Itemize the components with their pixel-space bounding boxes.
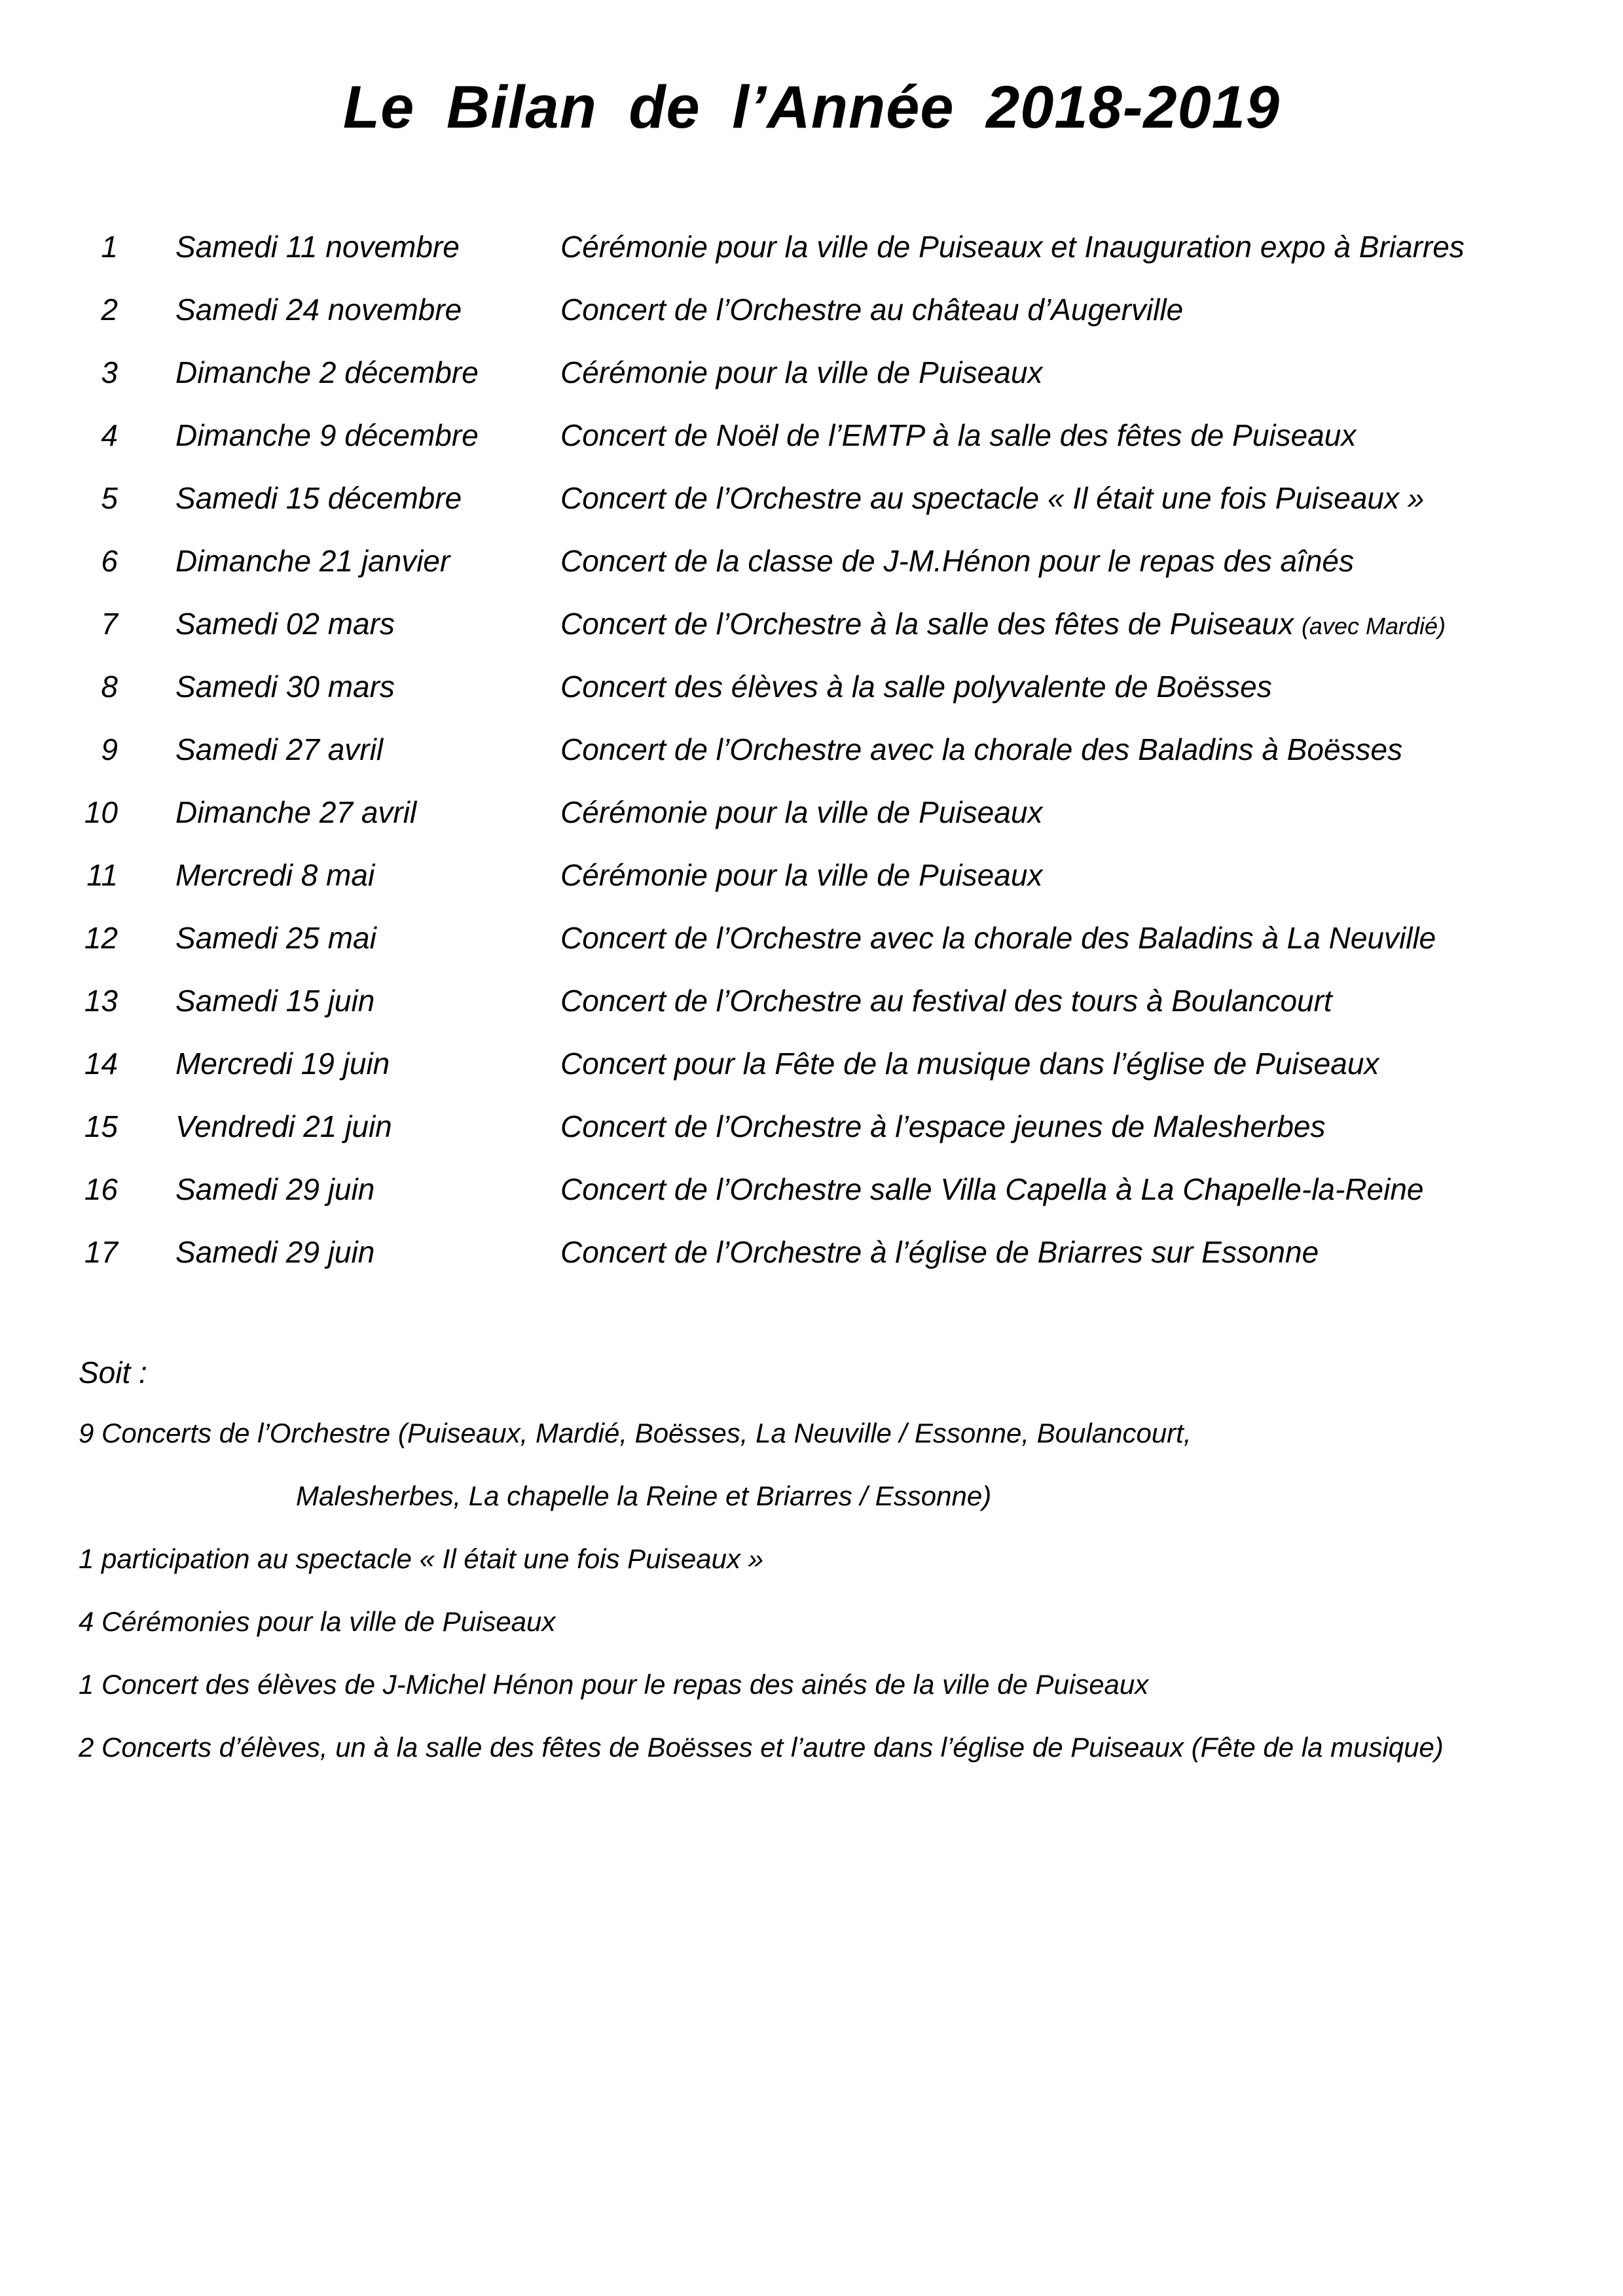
event-description-text: Concert des élèves à la salle polyvalente de Boësses	[560, 670, 1272, 704]
event-row	[0, 669, 1623, 732]
event-date: Dimanche 9 décembre	[175, 418, 479, 452]
event-number: 9	[101, 732, 118, 766]
event-date: Samedi 24 novembre	[175, 293, 462, 327]
summary-line: 2 Concerts d’élèves, un à la salle des fêtes de Boësses et l’autre dans l’église de Puiseaux (Fête de la musique)	[79, 1732, 1444, 1763]
event-description-text: Cérémonie pour la ville de Puiseaux	[560, 795, 1043, 829]
event-description	[560, 606, 1446, 641]
event-number: 11	[86, 858, 118, 892]
event-number: 13	[84, 984, 118, 1018]
event-number: 15	[84, 1109, 118, 1143]
event-description-text: Concert de l’Orchestre au château d’Augerville	[560, 293, 1184, 327]
event-description	[560, 292, 1183, 327]
summary-line: 4 Cérémonies pour la ville de Puiseaux	[79, 1606, 556, 1637]
event-date: Samedi 30 mars	[175, 670, 395, 704]
event-description-text: Cérémonie pour la ville de Puiseaux	[560, 355, 1043, 389]
event-row	[0, 1172, 1623, 1234]
event-row	[0, 1234, 1623, 1297]
event-description-text: Concert de l’Orchestre au festival des tours à Boulancourt	[560, 984, 1332, 1018]
event-date: Samedi 27 avril	[175, 732, 384, 766]
event-description	[560, 983, 1332, 1018]
event-description-text: Concert de l’Orchestre avec la chorale des Baladins à Boësses	[560, 732, 1403, 766]
event-row	[0, 229, 1623, 292]
event-description	[560, 1046, 1379, 1081]
event-description	[560, 418, 1356, 453]
page-title: Le Bilan de l’Année 2018-2019	[342, 74, 1281, 141]
event-row	[0, 920, 1623, 983]
event-row	[0, 480, 1623, 543]
event-description	[560, 669, 1272, 704]
event-date: Dimanche 27 avril	[175, 795, 417, 829]
event-row	[0, 355, 1623, 418]
event-description-text: Concert de l’Orchestre salle Villa Capella à La Chapelle-la-Reine	[560, 1172, 1424, 1206]
event-row	[0, 1109, 1623, 1172]
event-row	[0, 543, 1623, 606]
event-description-text: Cérémonie pour la ville de Puiseaux et Inauguration expo à Briarres	[560, 230, 1465, 264]
event-number: 2	[101, 293, 118, 327]
event-description	[560, 229, 1465, 264]
event-date: Samedi 29 juin	[175, 1235, 375, 1269]
event-number: 5	[101, 481, 118, 515]
event-description	[560, 543, 1354, 579]
events-list	[0, 229, 1623, 1297]
event-description-text: Concert de l’Orchestre à la salle des fêtes de Puiseaux	[560, 607, 1294, 641]
event-row	[0, 857, 1623, 920]
event-row	[0, 418, 1623, 480]
event-description-text: Concert de l’Orchestre au spectacle « Il était une fois Puiseaux »	[560, 481, 1425, 515]
event-date: Vendredi 21 juin	[175, 1109, 392, 1143]
event-description	[560, 795, 1042, 830]
event-date: Mercredi 19 juin	[175, 1047, 390, 1081]
event-date: Samedi 02 mars	[175, 607, 395, 641]
event-description-text: Concert de la classe de J-M.Hénon pour le repas des aînés	[560, 544, 1354, 578]
event-number: 8	[101, 670, 118, 704]
summary-section	[79, 1355, 1584, 1795]
event-description	[560, 355, 1042, 390]
event-description-text: Concert de Noël de l’EMTP à la salle des fêtes de Puiseaux	[560, 418, 1357, 452]
event-number: 4	[101, 418, 118, 452]
event-number: 17	[84, 1235, 118, 1269]
event-description-text: Concert de l’Orchestre avec la chorale des Baladins à La Neuville	[560, 921, 1436, 955]
event-date: Samedi 11 novembre	[175, 230, 460, 264]
event-description-text: Concert de l’Orchestre à l’espace jeunes de Malesherbes	[560, 1109, 1326, 1143]
event-number: 10	[84, 795, 118, 829]
event-description	[560, 732, 1402, 767]
event-date: Samedi 15 juin	[175, 984, 375, 1018]
event-description-text: Concert de l’Orchestre à l’église de Briarres sur Essonne	[560, 1235, 1319, 1269]
event-number: 12	[84, 921, 118, 955]
event-date: Dimanche 21 janvier	[175, 544, 450, 578]
summary-line-continuation: Malesherbes, La chapelle la Reine et Briarres / Essonne)	[296, 1480, 992, 1511]
event-row	[0, 292, 1623, 355]
event-row	[0, 732, 1623, 795]
event-number: 6	[101, 544, 118, 578]
summary-label: Soit :	[79, 1355, 147, 1390]
event-row	[0, 795, 1623, 857]
event-description	[560, 857, 1042, 893]
event-description	[560, 1172, 1424, 1207]
event-row	[0, 1046, 1623, 1109]
event-row	[0, 983, 1623, 1046]
event-description	[560, 480, 1424, 516]
event-number: 14	[84, 1047, 118, 1081]
event-number: 3	[101, 355, 118, 389]
event-date: Dimanche 2 décembre	[175, 355, 479, 389]
event-date: Samedi 29 juin	[175, 1172, 375, 1206]
event-date: Samedi 25 mai	[175, 921, 376, 955]
event-date: Mercredi 8 mai	[175, 858, 375, 892]
event-date: Samedi 15 décembre	[175, 481, 462, 515]
event-description	[560, 1234, 1319, 1270]
event-note: (avec Mardié)	[1301, 613, 1446, 639]
event-number: 7	[101, 607, 118, 641]
event-description	[560, 920, 1436, 956]
event-description-text: Concert pour la Fête de la musique dans l’église de Puiseaux	[560, 1047, 1379, 1081]
event-description	[560, 1109, 1326, 1144]
event-description-text: Cérémonie pour la ville de Puiseaux	[560, 858, 1043, 892]
summary-line: 1 participation au spectacle « Il était une fois Puiseaux »	[79, 1543, 763, 1574]
summary-line: 1 Concert des élèves de J-Michel Hénon pour le repas des ainés de la ville de Puiseaux	[79, 1669, 1149, 1700]
event-number: 1	[101, 230, 118, 264]
summary-line: 9 Concerts de l’Orchestre (Puiseaux, Mardié, Boësses, La Neuville / Essonne, Boulancourt,	[79, 1418, 1192, 1448]
event-number: 16	[84, 1172, 118, 1206]
event-row	[0, 606, 1623, 669]
